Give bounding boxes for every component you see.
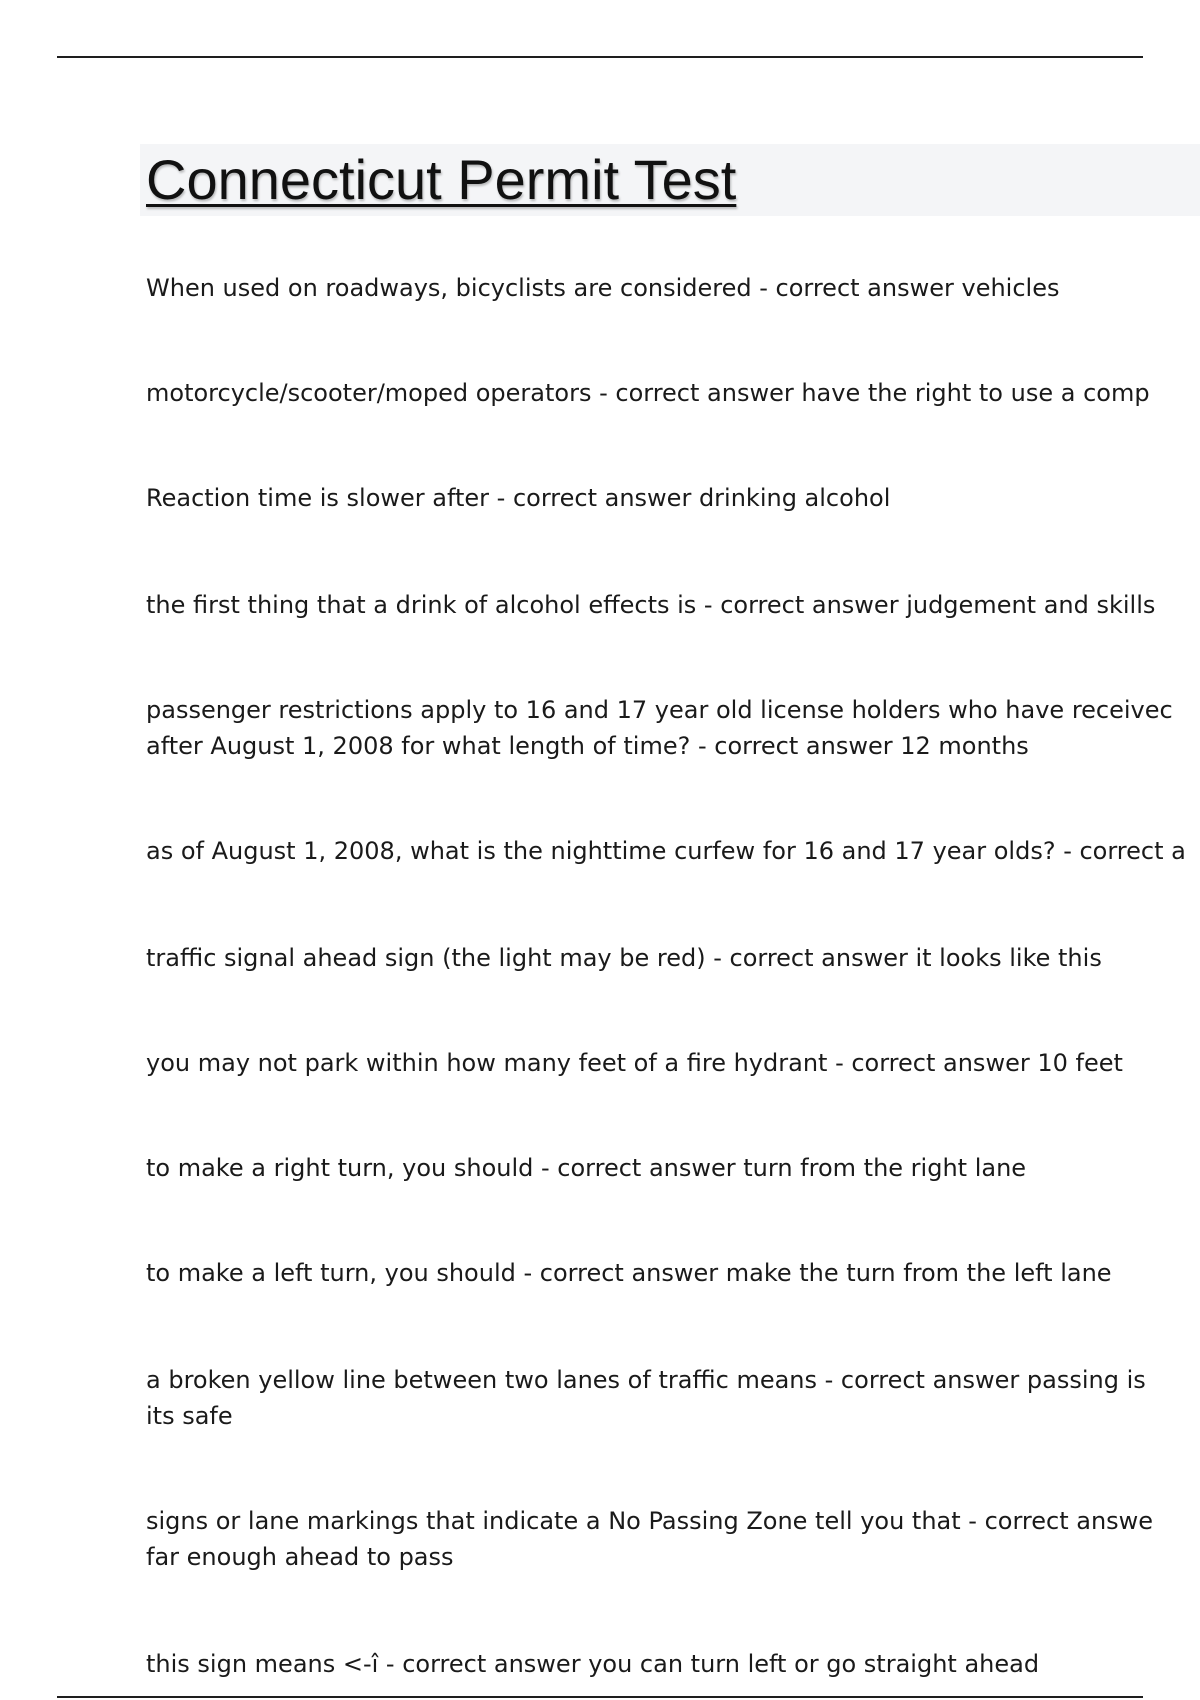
qa-item-5-line-2: after August 1, 2008 for what length of time? - correct answer 12 months [146,732,1029,760]
qa-item-10: to make a left turn, you should - correct answer make the turn from the left lane [146,1259,1112,1287]
qa-item-7: traffic signal ahead sign (the light may be red) - correct answer it looks like this [146,944,1102,972]
qa-item-5-line-1: passenger restrictions apply to 16 and 17 year old license holders who have receivec [146,696,1173,724]
qa-item-13: this sign means <-î - correct answer you can turn left or go straight ahead [146,1650,1040,1678]
qa-item-9: to make a right turn, you should - correct answer turn from the right lane [146,1154,1027,1182]
qa-item-11-line-1: a broken yellow line between two lanes of traffic means - correct answer passing is [146,1366,1146,1394]
top-rule [57,56,1143,58]
qa-item-6: as of August 1, 2008, what is the nighttime curfew for 16 and 17 year olds? - correct a [146,837,1186,865]
qa-item-8: you may not park within how many feet of a fire hydrant - correct answer 10 feet [146,1049,1123,1077]
page-title: Connecticut Permit Test [146,148,737,211]
qa-item-2: motorcycle/scooter/moped operators - correct answer have the right to use a comp [146,379,1150,407]
qa-item-3: Reaction time is slower after - correct answer drinking alcohol [146,484,891,512]
qa-item-4: the first thing that a drink of alcohol effects is - correct answer judgement and skills [146,591,1156,619]
qa-item-12-line-2: far enough ahead to pass [146,1543,454,1571]
qa-item-11-line-2: its safe [146,1402,233,1430]
bottom-rule [57,1696,1143,1698]
qa-item-12-line-1: signs or lane markings that indicate a No Passing Zone tell you that - correct answe [146,1507,1154,1535]
qa-item-1: When used on roadways, bicyclists are considered - correct answer vehicles [146,274,1060,302]
